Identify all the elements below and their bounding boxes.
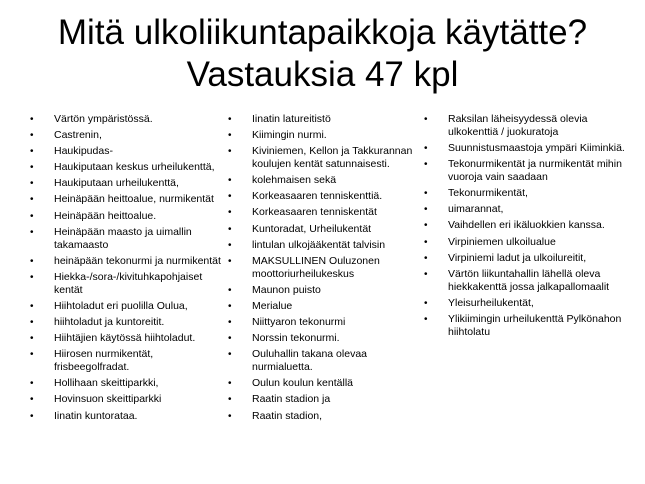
slide-title: [0, 12, 645, 96]
response-item: • Heinäpään heittoalue.: [30, 210, 228, 223]
response-item: • Hiihtäjien käytössä hiihtoladut.: [30, 332, 228, 345]
response-item: • Oulun koulun kentällä: [228, 377, 428, 390]
response-item: • Suunnistusmaastoja ympäri Kiiminkiä.: [424, 142, 639, 155]
response-item: • Maunon puisto: [228, 284, 428, 297]
response-item: • Virpiniemi ladut ja ulkoilureitit,: [424, 252, 639, 265]
response-item: • Ylikiimingin urheilukenttä Pylkönahon hiihtolatu: [424, 313, 639, 339]
response-item: • Castrenin,: [30, 129, 228, 142]
response-item: • Iinatin latureitistö: [228, 113, 428, 126]
response-item: • Hollihaan skeittiparkki,: [30, 377, 228, 390]
response-item: • Kuntoradat, Urheilukentät: [228, 223, 428, 236]
response-item: • Heinäpään heittoalue, nurmikentät: [30, 193, 228, 206]
response-column-2: [228, 113, 428, 426]
response-column-1: [30, 113, 228, 426]
response-item: • Haukiputaan keskus urheilukenttä,: [30, 161, 228, 174]
response-item: • hiihtoladut ja kuntoreitit.: [30, 316, 228, 329]
response-item: • Yleisurheilukentät,: [424, 297, 639, 310]
response-item: • Korkeasaaren tenniskentät: [228, 206, 428, 219]
response-item: • Heinäpään maasto ja uimallin takamaasto: [30, 226, 228, 252]
response-item: • Tekonurmikentät ja nurmikentät mihin vuoroja vain saadaan: [424, 158, 639, 184]
response-item: • Niittyaron tekonurmi: [228, 316, 428, 329]
response-item: • Tekonurmikentät,: [424, 187, 639, 200]
response-item: • Hiekka-/sora-/kivituhkapohjaiset kentät: [30, 271, 228, 297]
response-item: • Hovinsuon skeittiparkki: [30, 393, 228, 406]
title-line-1: Mitä ulkoliikuntapaikkoja käytätte?: [57, 13, 588, 52]
response-item: • Raatin stadion ja: [228, 393, 428, 406]
response-item: • Korkeasaaren tenniskenttiä.: [228, 190, 428, 203]
response-item: • Kiviniemen, Kellon ja Takkurannan koulujen kentät satunnaisesti.: [228, 145, 428, 171]
response-item: • heinäpään tekonurmi ja nurmikentät: [30, 255, 228, 268]
response-item: • Norssin tekonurmi.: [228, 332, 428, 345]
response-item: • Virpiniemen ulkoilualue: [424, 236, 639, 249]
response-item: • Raatin stadion,: [228, 410, 428, 423]
response-item: • MAKSULLINEN Ouluzonen moottoriurheilukeskus: [228, 255, 428, 281]
response-column-3: [424, 113, 639, 342]
title-line-2: Vastauksia 47 kpl: [186, 55, 459, 94]
response-item: • Iinatin kuntorataa.: [30, 410, 228, 423]
response-item: • Värtön liikuntahallin lähellä oleva hiekkakenttä jossa jalkapallomaalit: [424, 268, 639, 294]
response-item: • Ouluhallin takana olevaa nurmialuetta.: [228, 348, 428, 374]
response-item: • kolehmaisen sekä: [228, 174, 428, 187]
response-item: • Vaihdellen eri ikäluokkien kanssa.: [424, 219, 639, 232]
response-item: • Raksilan läheisyydessä olevia ulkokenttiä / juokuratoja: [424, 113, 639, 139]
response-item: • Kiimingin nurmi.: [228, 129, 428, 142]
response-item: • Haukipudas-: [30, 145, 228, 158]
response-item: • lintulan ulkojääkentät talvisin: [228, 239, 428, 252]
response-item: • uimarannat,: [424, 203, 639, 216]
response-item: • Merialue: [228, 300, 428, 313]
response-item: • Haukiputaan urheilukenttä,: [30, 177, 228, 190]
response-item: • Hiirosen nurmikentät, frisbeegolfradat.: [30, 348, 228, 374]
response-item: • Värtön ympäristössä.: [30, 113, 228, 126]
response-item: • Hiihtoladut eri puolilla Oulua,: [30, 300, 228, 313]
